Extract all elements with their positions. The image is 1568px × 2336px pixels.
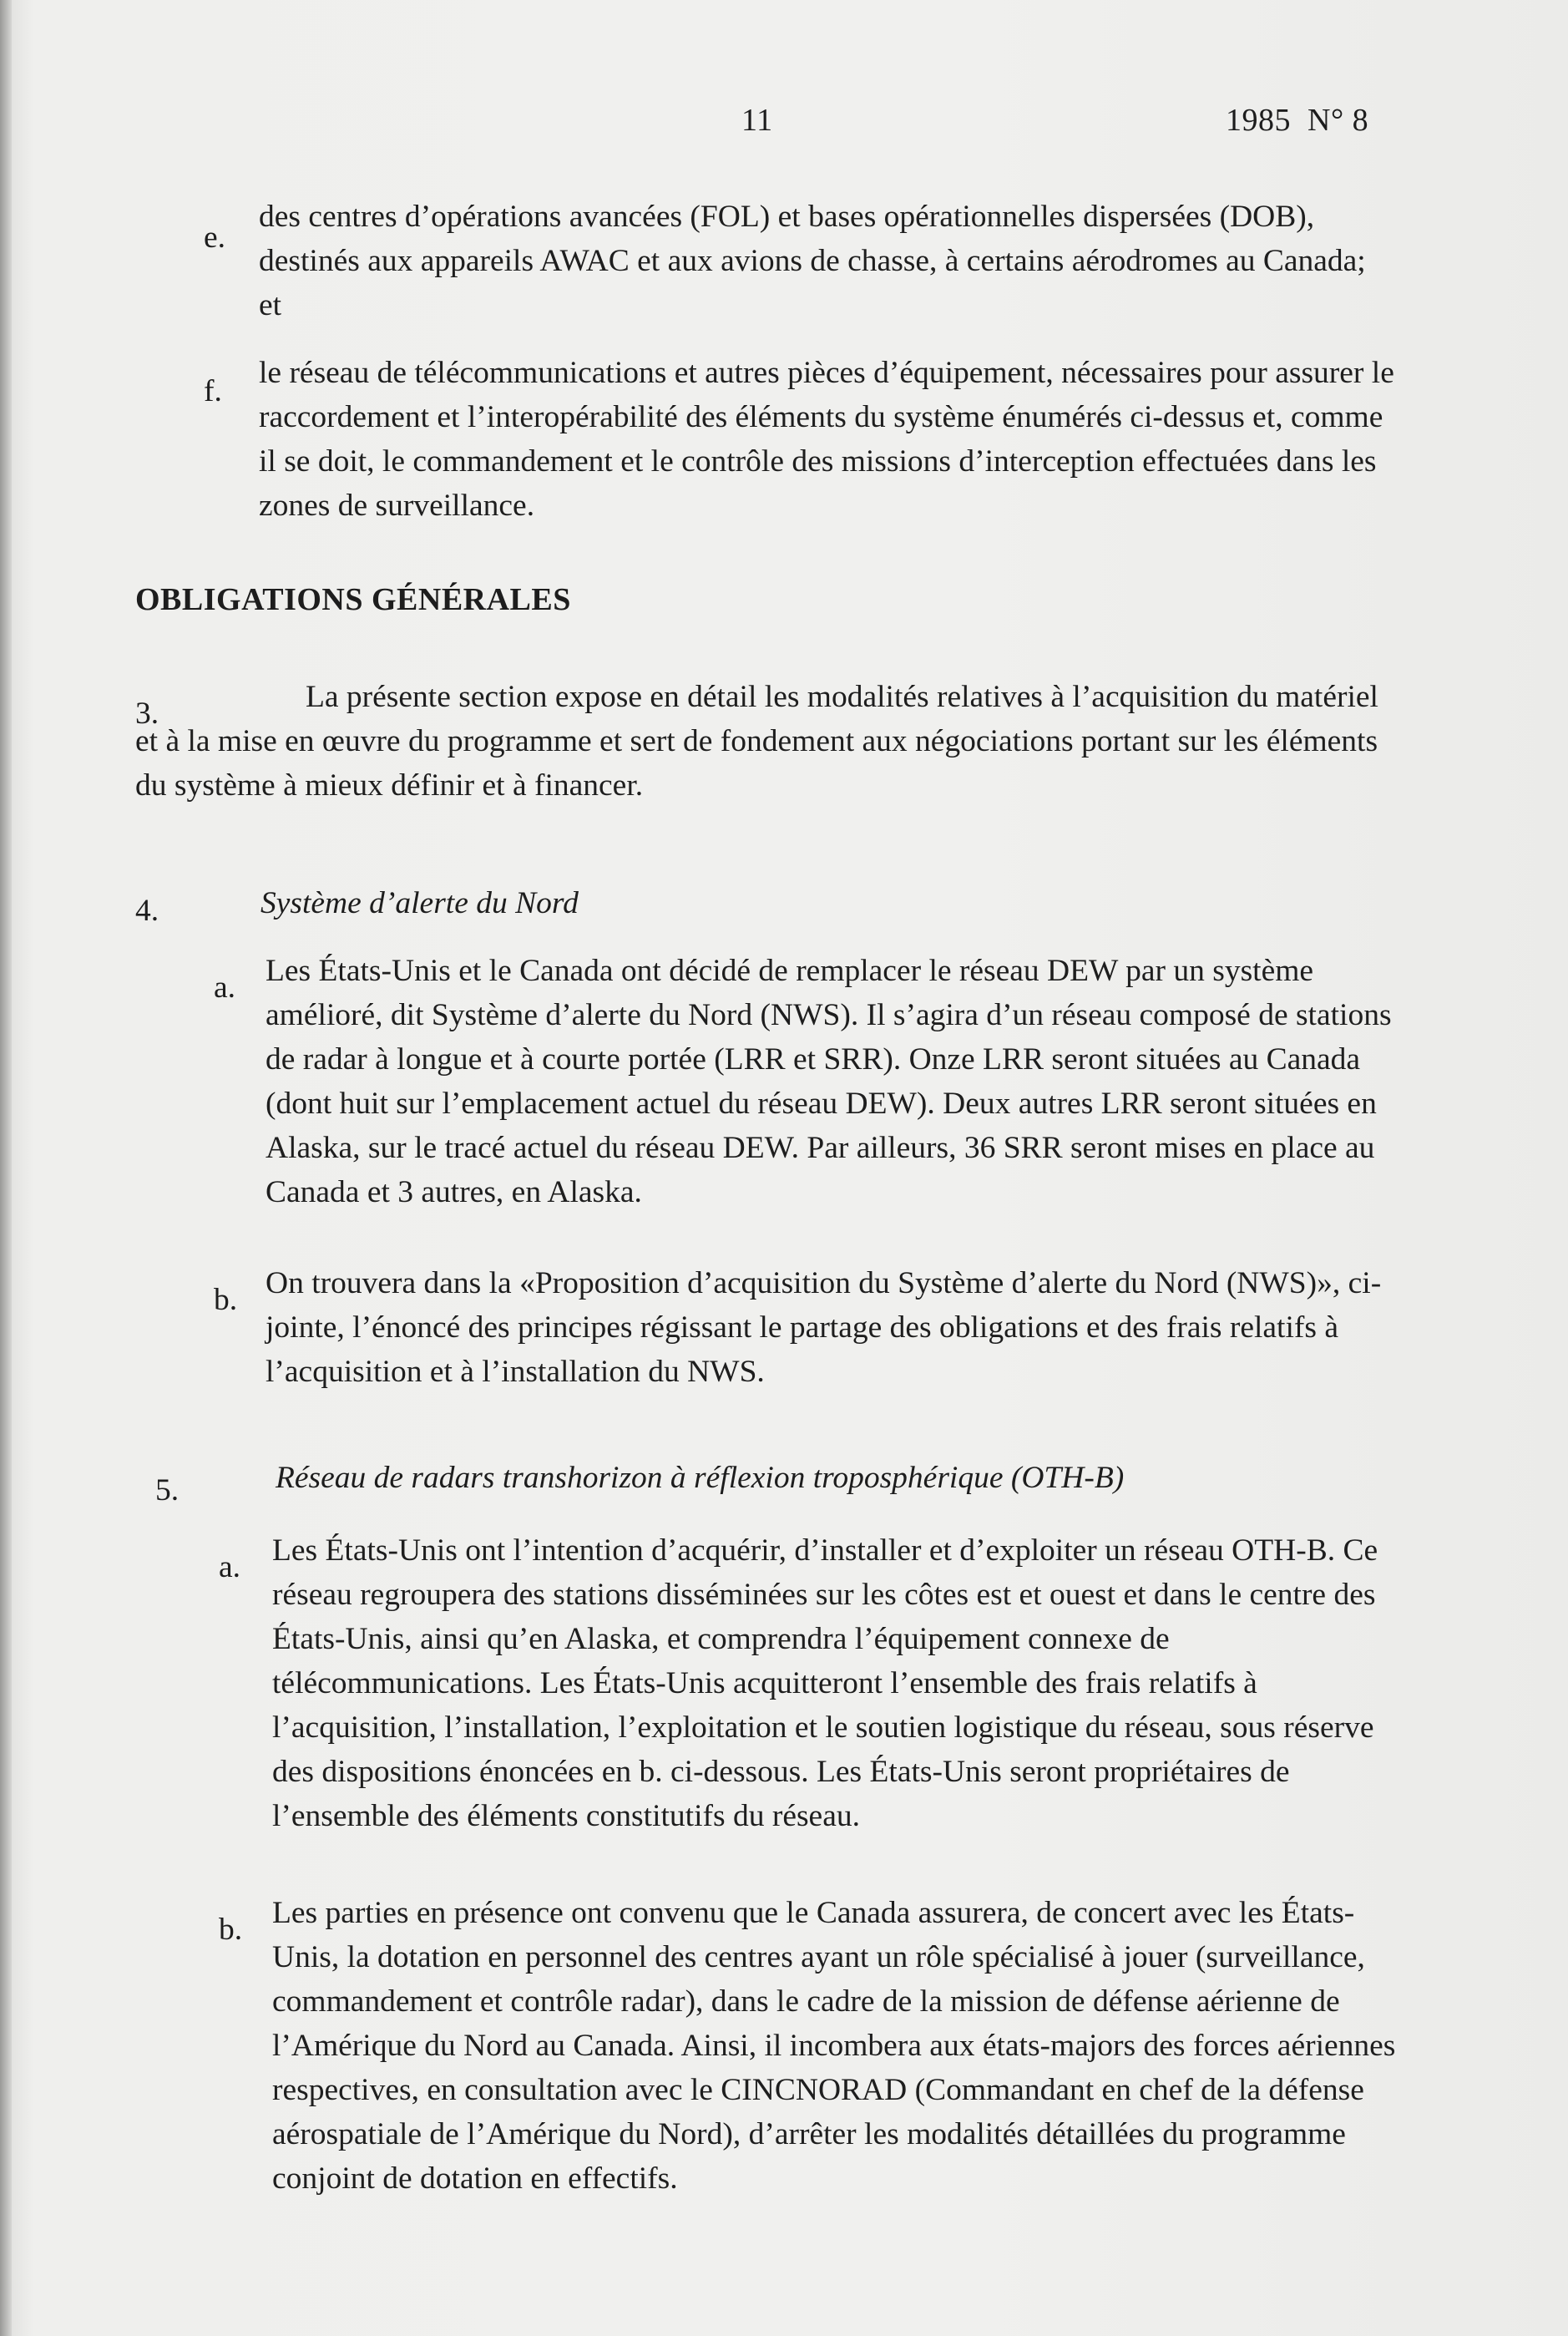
binding-edge bbox=[0, 0, 12, 2336]
para-5b-text: Les parties en présence ont convenu que le Canada assurera, de concert avec les États-Unis, la dotation en personnel des centres ayant un rôle spécialisé à jouer (surveillance, commandement et contrôle radar), dans le cadre de la mission de défense aérienne de l’Amérique du Nord au Canada. Ainsi, il incombera aux états-majors des forces aériennes respectives, en consultation avec le CINCNORAD (Commandant en chef de la défense aérospatiale de l’Amérique du Nord), d’arrêter les modalités détaillées du programme conjoint de dotation en effectifs. bbox=[272, 1896, 1396, 2196]
para-5-title: Réseau de radars transhorizon à réflexion troposphérique (OTH-B) bbox=[276, 1461, 1125, 1495]
para-5a-label: a. bbox=[219, 1550, 241, 1584]
para-3-label: 3. bbox=[135, 697, 159, 731]
para-4b-label: b. bbox=[214, 1283, 238, 1317]
page-number: 11 bbox=[741, 103, 773, 138]
para-4b-text: On trouvera dans la «Proposition d’acquisition du Système d’alerte du Nord (NWS)», ci-jointe, l’énoncé des principes régissant le partage des obligations et des frais relatifs à l’acquisition et à l’installation du NWS. bbox=[266, 1266, 1382, 1389]
issue-date: 1985 N° 8 bbox=[1226, 103, 1369, 138]
item-label-f: f. bbox=[204, 374, 222, 408]
item-label-e: e. bbox=[204, 220, 226, 255]
para-5b-label: b. bbox=[219, 1913, 243, 1947]
para-4-title: Système d’alerte du Nord bbox=[260, 886, 579, 920]
para-3-text: La présente section expose en détail les modalités relatives à l’acquisition du matériel et à la mise en œuvre du programme et sert de fondement aux négociations portant sur les éléments du système à mieux définir et à financer. bbox=[135, 680, 1378, 803]
para-4-label: 4. bbox=[135, 894, 159, 928]
item-text-f: le réseau de télécommunications et autres pièces d’équipement, nécessaires pour assurer le raccordement et l’interopérabilité des éléments du système énumérés ci-dessus et, comme il se doit, le commandement et le contrôle des missions d’interception effectuées dans les zones de surveillance. bbox=[259, 356, 1394, 523]
para-5-label: 5. bbox=[155, 1473, 180, 1508]
para-4a-text: Les États-Unis et le Canada ont décidé de remplacer le réseau DEW par un système amélioré, dit Système d’alerte du Nord (NWS). Il s’agira d’un réseau composé de stations de radar à longue et à courte portée (LRR et SRR). Onze LRR seront situées au Canada (dont huit sur l’emplacement actuel du réseau DEW). Deux autres LRR seront situées en Alaska, sur le tracé actuel du réseau DEW. Par ailleurs, 36 SRR seront mises en place au Canada et 3 autres, en Alaska. bbox=[266, 954, 1392, 1209]
para-5a-text: Les États-Unis ont l’intention d’acquérir, d’installer et d’exploiter un réseau OTH-B. Ce réseau regroupera des stations disséminées sur les côtes est et ouest et dans le centre des États-Unis, ainsi qu’en Alaska, et comprendra l’équipement connexe de télécommunications. Les États-Unis acquitteront l’ensemble des frais relatifs à l’acquisition, l’installation, l’exploitation et le soutien logistique du réseau, sous réserve des dispositions énoncées en b. ci-dessous. Les États-Unis seront propriétaires de l’ensemble des éléments constitutifs du réseau. bbox=[272, 1533, 1378, 1833]
item-text-e: des centres d’opérations avancées (FOL) et bases opérationnelles dispersées (DOB), destinés aux appareils AWAC et aux avions de chasse, à certains aérodromes au Canada; et bbox=[259, 200, 1366, 322]
para-4a-label: a. bbox=[214, 970, 236, 1005]
section-heading: OBLIGATIONS GÉNÉRALES bbox=[135, 582, 571, 617]
